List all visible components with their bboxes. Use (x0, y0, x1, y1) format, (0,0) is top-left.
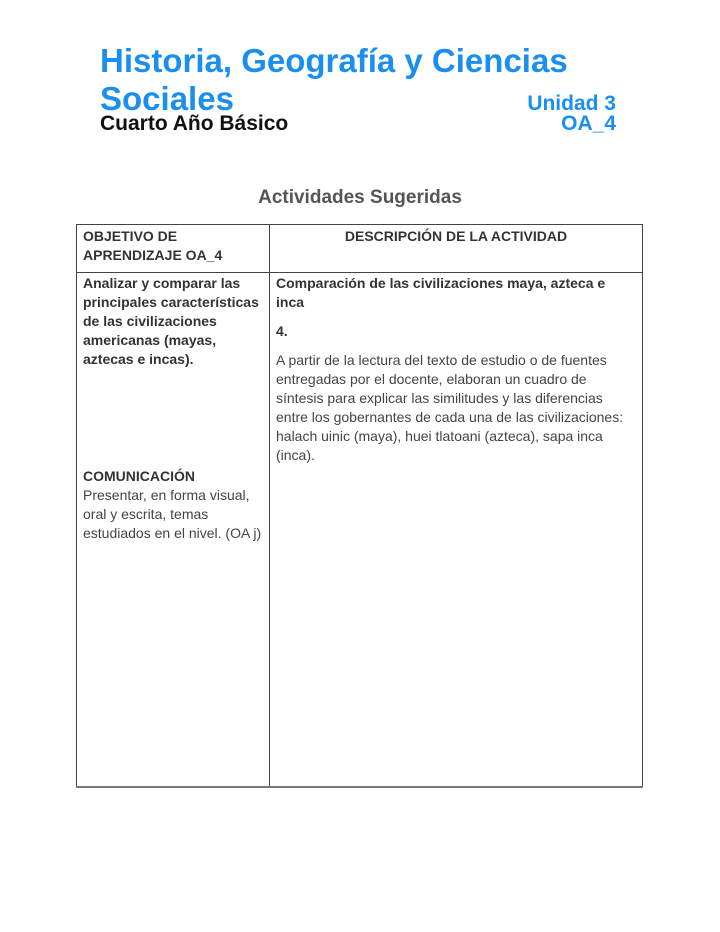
document-header (100, 42, 616, 136)
description-cell (270, 273, 643, 788)
table-row (77, 273, 643, 788)
subject-title-line1: Historia, Geografía y Ciencias (100, 42, 568, 79)
activity-number: 4. (276, 323, 288, 339)
objective-text: Analizar y comparar las principales características de las civilizaciones americanas (mayas, aztecas e incas). (83, 275, 259, 367)
column-header-objective: OBJETIVO DE APRENDIZAJE OA_4 (77, 225, 270, 273)
subject-title-line2: Sociales (100, 80, 234, 117)
unit-label: Unidad 3 (527, 92, 616, 115)
column-header-description: DESCRIPCIÓN DE LA ACTIVIDAD (270, 225, 643, 273)
skill-title: COMUNICACIÓN (83, 468, 195, 484)
section-title: Actividades Sugeridas (258, 187, 462, 208)
skill-text: Presentar, en forma visual, oral y escrita, temas estudiados en el nivel. (OA j) (83, 487, 262, 541)
activity-text: A partir de la lectura del texto de estudio o de fuentes entregadas por el docente, elaboran un cuadro de síntesis para explicar las similitudes y las diferencias entre los gobernantes de cada una de las civilizaciones: halach uinic (maya), huei tlatoani (azteca), sapa inca (inca). (276, 352, 624, 463)
table-header-row (77, 225, 643, 273)
oa-label: OA_4 (561, 112, 616, 135)
activities-table (76, 224, 643, 788)
activity-title: Comparación de las civilizaciones maya, azteca e inca (276, 275, 606, 310)
grade-label: Cuarto Año Básico (100, 112, 289, 135)
objective-cell (77, 273, 270, 788)
